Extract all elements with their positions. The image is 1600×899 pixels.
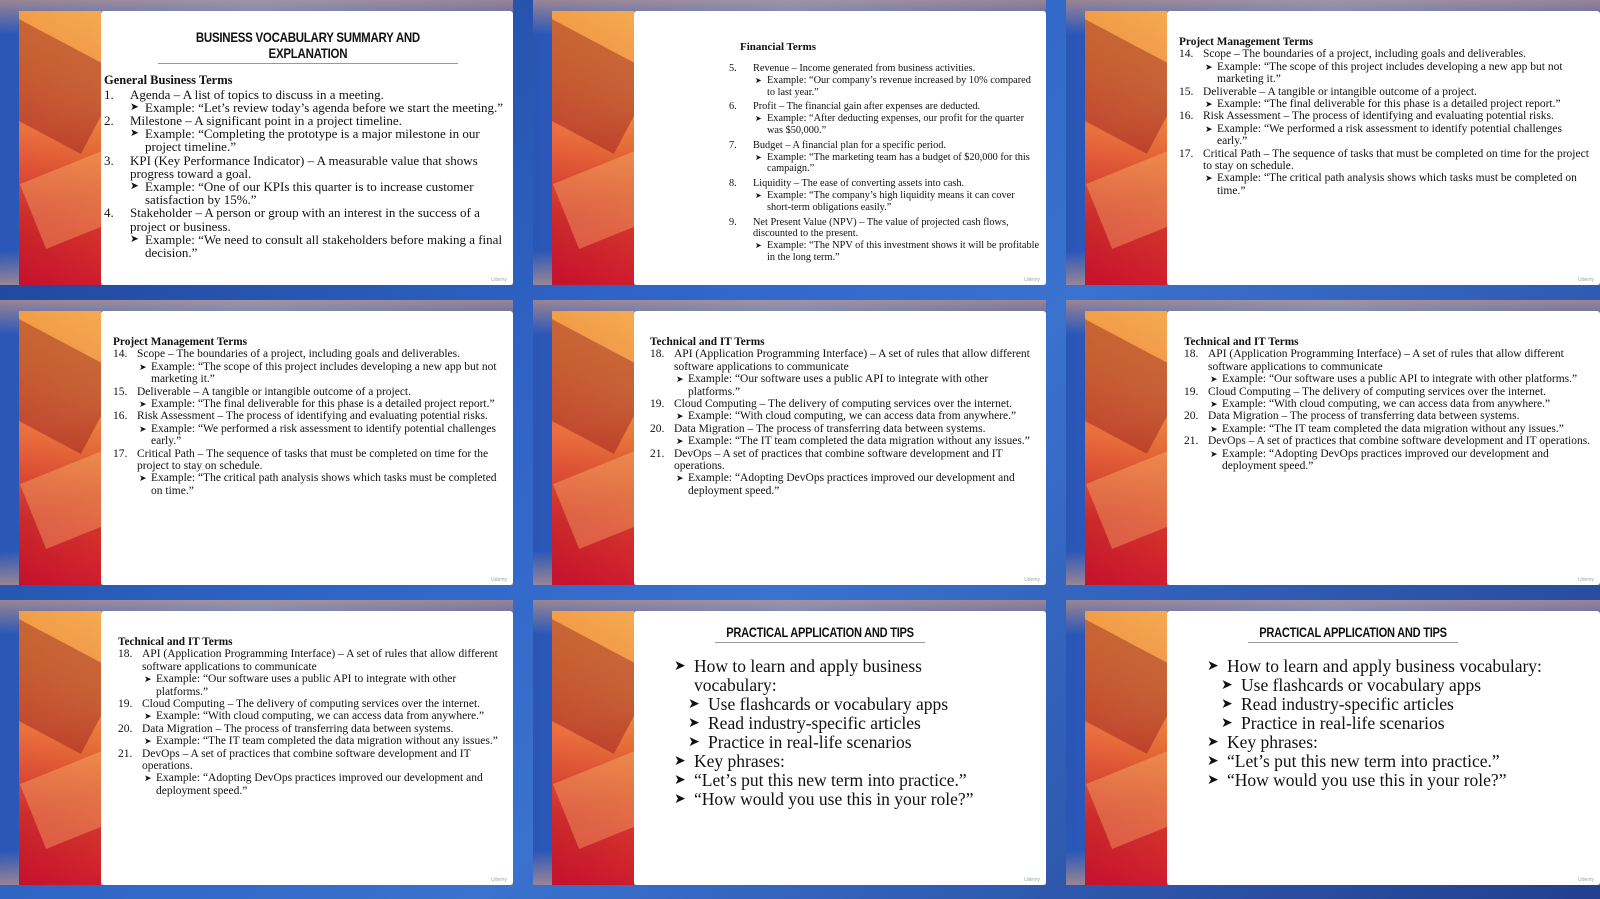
arrow-bullet-icon: ➤ xyxy=(130,101,139,113)
example-text: Example: “The critical path analysis shows which tasks must be completed on time.” xyxy=(151,472,497,497)
term-item xyxy=(729,140,1040,152)
arrow-bullet-icon: ➤ xyxy=(144,674,152,685)
term-list xyxy=(118,648,507,797)
section-heading: Financial Terms xyxy=(740,41,817,53)
term-definition: DevOps – A set of practices that combine software development and IT operations. xyxy=(142,747,471,772)
slide-thumbnail[interactable] xyxy=(0,600,513,885)
slide-card xyxy=(1167,11,1600,285)
arrow-bullet-icon: ➤ xyxy=(674,792,686,807)
term-definition: Liquidity – The ease of converting assets into cash. xyxy=(753,178,965,190)
term-definition: DevOps – A set of practices that combine software development and IT operations. xyxy=(674,447,1003,472)
abstract-art-panel xyxy=(552,311,634,585)
term-example xyxy=(729,113,1040,137)
example-text: Example: “After deducting expenses, our profit for the quarter was $50,000.” xyxy=(767,113,1025,136)
term-number: 14. xyxy=(113,348,128,361)
tip-item xyxy=(1207,733,1554,752)
term-example xyxy=(1179,98,1594,110)
arrow-bullet-icon: ➤ xyxy=(144,711,152,722)
tip-text: Read industry-specific articles xyxy=(708,713,921,733)
term-number: 6. xyxy=(729,101,737,113)
term-number: 21. xyxy=(1184,435,1199,448)
arrow-bullet-icon: ➤ xyxy=(755,114,762,124)
tip-text: Key phrases: xyxy=(1227,732,1318,752)
term-definition: Data Migration – The process of transferring data between systems. xyxy=(142,722,454,735)
term-example xyxy=(1184,373,1594,385)
arrow-bullet-icon: ➤ xyxy=(139,473,147,484)
abstract-art-panel xyxy=(552,11,634,285)
arrow-bullet-icon: ➤ xyxy=(1221,678,1233,693)
term-example xyxy=(118,710,507,722)
example-text: Example: “With cloud computing, we can access data from anywhere.” xyxy=(156,710,485,723)
arrow-bullet-icon: ➤ xyxy=(144,773,152,784)
term-list xyxy=(729,63,1040,264)
term-item xyxy=(650,398,1040,410)
term-example xyxy=(113,423,507,448)
term-number: 18. xyxy=(1184,348,1199,361)
arrow-bullet-icon: ➤ xyxy=(676,473,684,484)
term-definition: Deliverable – A tangible or intangible outcome of a project. xyxy=(137,385,411,398)
term-number: 2. xyxy=(104,112,114,128)
tip-item xyxy=(674,752,1000,771)
slide-card xyxy=(634,611,1046,885)
slide-title: PRACTICAL APPLICATION AND TIPS xyxy=(1248,625,1458,643)
tip-item xyxy=(674,657,1000,695)
tip-item xyxy=(674,714,1000,733)
tips-list xyxy=(1167,657,1594,790)
abstract-art-panel xyxy=(1085,611,1167,885)
example-text: Example: “Our software uses a public API to integrate with other platforms.” xyxy=(688,373,989,398)
slide-card xyxy=(101,611,513,885)
term-definition: Stakeholder – A person or group with an interest in the success of a project or business. xyxy=(130,205,480,234)
arrow-bullet-icon: ➤ xyxy=(1221,697,1233,712)
term-number: 17. xyxy=(113,447,128,460)
slide-thumbnail[interactable] xyxy=(1066,600,1600,885)
arrow-bullet-icon: ➤ xyxy=(676,374,684,385)
slide-card xyxy=(101,311,513,585)
tip-text: “How would you use this in your role?” xyxy=(1227,770,1507,790)
tip-item xyxy=(1207,657,1554,676)
arrow-bullet-icon: ➤ xyxy=(1210,398,1218,409)
term-example xyxy=(729,152,1040,176)
term-example xyxy=(729,190,1040,214)
slide-card xyxy=(634,11,1046,285)
term-number: 5. xyxy=(729,63,737,74)
term-number: 15. xyxy=(1179,85,1194,98)
term-definition: Cloud Computing – The delivery of computing services over the internet. xyxy=(1208,385,1547,398)
term-list xyxy=(1184,348,1594,472)
term-definition: Data Migration – The process of transferring data between systems. xyxy=(674,422,986,435)
arrow-bullet-icon: ➤ xyxy=(1205,98,1213,109)
term-number: 15. xyxy=(113,385,128,398)
example-text: Example: “The marketing team has a budget of $20,000 for this campaign.” xyxy=(767,151,1030,175)
term-definition: API (Application Programming Interface) – A set of rules that allow different software applications to communicate xyxy=(674,348,1030,373)
term-example xyxy=(101,180,507,206)
term-number: 18. xyxy=(650,348,665,361)
brand-watermark: Udemy xyxy=(1578,577,1594,583)
arrow-bullet-icon: ➤ xyxy=(755,75,762,85)
term-item xyxy=(113,386,507,398)
slide-thumbnail[interactable] xyxy=(533,600,1046,885)
example-text: Example: “With cloud computing, we can access data from anywhere.” xyxy=(688,410,1017,423)
term-definition: Scope – The boundaries of a project, including goals and deliverables. xyxy=(137,348,460,361)
term-number: 21. xyxy=(118,747,133,760)
term-number: 9. xyxy=(729,216,737,228)
term-item xyxy=(650,423,1040,435)
section-heading: Technical and IT Terms xyxy=(650,336,765,348)
example-text: Example: “The critical path analysis shows which tasks must be completed on time.” xyxy=(1217,172,1577,197)
section-heading: Technical and IT Terms xyxy=(118,636,233,648)
term-item xyxy=(101,154,507,180)
arrow-bullet-icon: ➤ xyxy=(1205,173,1213,184)
arrow-bullet-icon: ➤ xyxy=(688,735,700,750)
abstract-art-panel xyxy=(19,11,101,285)
slide-card xyxy=(1167,611,1600,885)
term-definition: Revenue – Income generated from business activities. xyxy=(753,63,976,74)
tip-item xyxy=(1207,714,1554,733)
brand-watermark: Udemy xyxy=(1024,577,1040,583)
term-number: 14. xyxy=(1179,48,1194,61)
arrow-bullet-icon: ➤ xyxy=(1205,61,1213,72)
slide-card xyxy=(1167,311,1600,585)
term-example xyxy=(118,772,507,797)
example-text: Example: “The final deliverable for this phase is a detailed project report.” xyxy=(151,397,495,410)
term-number: 18. xyxy=(118,648,133,661)
arrow-bullet-icon: ➤ xyxy=(139,423,147,434)
tip-item xyxy=(674,790,1000,809)
arrow-bullet-icon: ➤ xyxy=(674,659,686,674)
term-item xyxy=(1184,410,1594,422)
term-example xyxy=(1184,398,1594,410)
arrow-bullet-icon: ➤ xyxy=(144,736,152,747)
slide-thumbnail[interactable] xyxy=(1066,300,1600,585)
term-definition: API (Application Programming Interface) – A set of rules that allow different software applications to communicate xyxy=(1208,348,1564,373)
tip-item xyxy=(1207,695,1554,714)
brand-watermark: Udemy xyxy=(1578,277,1594,283)
term-definition: Data Migration – The process of transferring data between systems. xyxy=(1208,410,1520,423)
term-list xyxy=(1179,48,1594,197)
section-heading: Project Management Terms xyxy=(113,336,248,348)
brand-watermark: Udemy xyxy=(491,577,507,583)
arrow-bullet-icon: ➤ xyxy=(1221,716,1233,731)
term-example xyxy=(650,373,1040,398)
example-text: Example: “We performed a risk assessment to identify potential challenges early.” xyxy=(1217,122,1562,148)
term-example xyxy=(113,398,507,410)
term-number: 19. xyxy=(650,397,665,410)
term-item xyxy=(118,698,507,710)
term-definition: Agenda – A list of topics to discuss in a meeting. xyxy=(130,86,384,102)
term-definition: Cloud Computing – The delivery of computing services over the internet. xyxy=(674,397,1013,410)
term-item xyxy=(1184,348,1594,373)
tip-text: “Let’s put this new term into practice.” xyxy=(1227,751,1500,771)
slide-thumbnail[interactable] xyxy=(0,0,513,285)
tip-text: Key phrases: xyxy=(694,751,785,771)
example-text: Example: “Completing the prototype is a major milestone in our project timeline.” xyxy=(145,126,480,155)
term-example xyxy=(1179,123,1594,148)
slide-thumbnail[interactable] xyxy=(533,300,1046,585)
example-text: Example: “The final deliverable for this phase is a detailed project report.” xyxy=(1217,97,1561,110)
term-item xyxy=(1184,386,1594,398)
term-item xyxy=(1179,48,1594,60)
example-text: Example: “With cloud computing, we can access data from anywhere.” xyxy=(1222,397,1551,410)
section-heading: Technical and IT Terms xyxy=(1184,336,1299,348)
term-list xyxy=(113,348,507,497)
term-definition: Budget – A financial plan for a specific period. xyxy=(753,139,947,151)
term-definition: Risk Assessment – The process of identifying and evaluating potential risks. xyxy=(137,410,488,423)
term-list xyxy=(650,348,1040,497)
term-definition: Profit – The financial gain after expenses are deducted. xyxy=(753,101,981,113)
term-number: 16. xyxy=(1179,110,1194,123)
term-item xyxy=(729,178,1040,190)
term-item xyxy=(1179,86,1594,98)
slide-thumbnail[interactable] xyxy=(0,300,513,585)
arrow-bullet-icon: ➤ xyxy=(1210,374,1218,385)
brand-watermark: Udemy xyxy=(1024,277,1040,283)
arrow-bullet-icon: ➤ xyxy=(1207,773,1219,788)
tip-item xyxy=(674,695,1000,714)
arrow-bullet-icon: ➤ xyxy=(1207,735,1219,750)
term-definition: Cloud Computing – The delivery of computing services over the internet. xyxy=(142,697,481,710)
term-item xyxy=(650,348,1040,373)
arrow-bullet-icon: ➤ xyxy=(1210,423,1218,434)
tip-text: How to learn and apply business vocabulary: xyxy=(694,656,922,695)
term-item xyxy=(1179,148,1594,173)
arrow-bullet-icon: ➤ xyxy=(130,128,139,140)
arrow-bullet-icon: ➤ xyxy=(755,241,762,251)
arrow-bullet-icon: ➤ xyxy=(139,361,147,372)
term-example xyxy=(650,410,1040,422)
term-item xyxy=(113,348,507,360)
example-text: Example: “One of our KPIs this quarter is to increase customer satisfaction by 15%.” xyxy=(145,178,474,208)
arrow-bullet-icon: ➤ xyxy=(130,180,139,192)
slide-card xyxy=(101,11,513,285)
example-text: Example: “We need to consult all stakeholders before making a final decision.” xyxy=(145,231,503,260)
term-example xyxy=(118,673,507,698)
section-heading: General Business Terms xyxy=(104,73,233,87)
term-definition: Critical Path – The sequence of tasks that must be completed on time for the project to stay on schedule. xyxy=(137,447,489,472)
term-number: 8. xyxy=(729,178,737,190)
slide-title: PRACTICAL APPLICATION AND TIPS xyxy=(715,625,925,643)
tip-text: Read industry-specific articles xyxy=(1241,694,1454,714)
example-text: Example: “The scope of this project includes developing a new app but not marketing it.” xyxy=(151,360,497,386)
tip-text: “Let’s put this new term into practice.” xyxy=(694,770,967,790)
abstract-art-panel xyxy=(1085,11,1167,285)
term-example xyxy=(729,75,1040,99)
term-item xyxy=(113,448,507,473)
term-number: 3. xyxy=(104,152,114,168)
term-example xyxy=(650,472,1040,497)
brand-watermark: Udemy xyxy=(1024,877,1040,883)
tips-list xyxy=(634,657,1040,809)
arrow-bullet-icon: ➤ xyxy=(1207,659,1219,674)
term-item xyxy=(729,101,1040,113)
abstract-art-panel xyxy=(1085,311,1167,585)
abstract-art-panel xyxy=(19,611,101,885)
tip-text: Use flashcards or vocabulary apps xyxy=(708,694,949,714)
term-number: 1. xyxy=(104,86,114,102)
term-item xyxy=(118,648,507,673)
term-example xyxy=(113,472,507,497)
brand-watermark: Udemy xyxy=(491,277,507,283)
arrow-bullet-icon: ➤ xyxy=(755,190,762,200)
brand-watermark: Udemy xyxy=(1578,877,1594,883)
tip-text: Practice in real-life scenarios xyxy=(1241,713,1445,733)
term-number: 20. xyxy=(118,722,133,735)
term-item xyxy=(729,217,1040,241)
arrow-bullet-icon: ➤ xyxy=(674,754,686,769)
tip-item xyxy=(1207,676,1554,695)
term-item xyxy=(101,206,507,232)
abstract-art-panel xyxy=(552,611,634,885)
term-definition: Net Present Value (NPV) – The value of projected cash flows, discounted to the present. xyxy=(753,216,1009,240)
arrow-bullet-icon: ➤ xyxy=(1210,448,1218,459)
term-number: 21. xyxy=(650,447,665,460)
term-number: 16. xyxy=(113,410,128,423)
example-text: Example: “Our company’s revenue increased by 10% compared to last year.” xyxy=(767,74,1031,98)
term-example xyxy=(101,233,507,259)
example-text: Example: “We performed a risk assessment to identify potential challenges early.” xyxy=(151,422,496,448)
term-example xyxy=(1179,61,1594,86)
term-definition: Scope – The boundaries of a project, including goals and deliverables. xyxy=(1203,48,1526,61)
term-example xyxy=(101,127,507,153)
example-text: Example: “The NPV of this investment shows it will be profitable in the long term.” xyxy=(767,240,1040,263)
term-number: 20. xyxy=(1184,410,1199,423)
term-example xyxy=(118,735,507,747)
term-item xyxy=(118,748,507,773)
arrow-bullet-icon: ➤ xyxy=(674,773,686,788)
arrow-bullet-icon: ➤ xyxy=(1205,123,1213,134)
term-number: 4. xyxy=(104,205,114,221)
section-heading: Project Management Terms xyxy=(1179,36,1314,48)
tip-item xyxy=(1207,752,1554,771)
term-definition: Deliverable – A tangible or intangible outcome of a project. xyxy=(1203,85,1477,98)
term-number: 20. xyxy=(650,422,665,435)
arrow-bullet-icon: ➤ xyxy=(676,436,684,447)
term-item xyxy=(650,448,1040,473)
example-text: Example: “Our software uses a public API to integrate with other platforms.” xyxy=(1222,373,1578,386)
term-definition: KPI (Key Performance Indicator) – A measurable value that shows progress toward a goal. xyxy=(130,152,478,181)
term-example xyxy=(113,361,507,386)
term-number: 19. xyxy=(118,697,133,710)
example-text: Example: “Let’s review today’s agenda before we start the meeting.” xyxy=(145,99,504,115)
term-definition: Critical Path – The sequence of tasks that must be completed on time for the project to stay on schedule. xyxy=(1203,147,1589,172)
term-example xyxy=(650,435,1040,447)
example-text: Example: “The company’s high liquidity means it can cover short-term obligations easily.” xyxy=(767,189,1015,213)
term-definition: DevOps – A set of practices that combine software development and IT operations. xyxy=(1208,435,1591,448)
example-text: Example: “The scope of this project includes developing a new app but not marketing it.” xyxy=(1217,60,1563,86)
arrow-bullet-icon: ➤ xyxy=(1207,754,1219,769)
slide-card xyxy=(634,311,1046,585)
arrow-bullet-icon: ➤ xyxy=(130,233,139,245)
slide-thumbnail[interactable] xyxy=(1066,0,1600,285)
term-example xyxy=(729,240,1040,264)
example-text: Example: “Adopting DevOps practices improved our development and deployment speed.” xyxy=(688,472,1015,497)
term-item xyxy=(101,88,507,101)
arrow-bullet-icon: ➤ xyxy=(688,697,700,712)
term-definition: API (Application Programming Interface) – A set of rules that allow different software applications to communicate xyxy=(142,648,498,673)
term-item xyxy=(1184,435,1594,447)
arrow-bullet-icon: ➤ xyxy=(688,716,700,731)
tip-text: Use flashcards or vocabulary apps xyxy=(1241,675,1482,695)
tip-text: Practice in real-life scenarios xyxy=(708,732,912,752)
brand-watermark: Udemy xyxy=(491,877,507,883)
tip-text: “How would you use this in your role?” xyxy=(694,789,974,809)
example-text: Example: “Our software uses a public API to integrate with other platforms.” xyxy=(156,673,457,698)
term-item xyxy=(1179,110,1594,122)
term-example xyxy=(1184,423,1594,435)
example-text: Example: “Adopting DevOps practices improved our development and deployment speed.” xyxy=(156,772,483,797)
term-example xyxy=(101,101,507,114)
example-text: Example: “The IT team completed the data migration without any issues.” xyxy=(688,435,1030,448)
tip-text: How to learn and apply business vocabulary: xyxy=(1227,656,1542,676)
arrow-bullet-icon: ➤ xyxy=(755,152,762,162)
example-text: Example: “The IT team completed the data migration without any issues.” xyxy=(156,735,498,748)
arrow-bullet-icon: ➤ xyxy=(676,411,684,422)
term-number: 19. xyxy=(1184,385,1199,398)
example-text: Example: “The IT team completed the data migration without any issues.” xyxy=(1222,422,1564,435)
slide-title: BUSINESS VOCABULARY SUMMARY AND EXPLANATION xyxy=(158,29,458,64)
term-example xyxy=(1184,448,1594,473)
term-item xyxy=(113,410,507,422)
tip-item xyxy=(674,733,1000,752)
term-example xyxy=(1179,172,1594,197)
term-number: 7. xyxy=(729,139,737,151)
tip-item xyxy=(1207,771,1554,790)
term-list xyxy=(101,88,507,260)
example-text: Example: “Adopting DevOps practices improved our development and deployment speed.” xyxy=(1222,447,1549,472)
slide-thumbnail[interactable] xyxy=(533,0,1046,285)
term-item xyxy=(729,63,1040,75)
abstract-art-panel xyxy=(19,311,101,585)
term-item xyxy=(118,723,507,735)
term-definition: Milestone – A significant point in a project timeline. xyxy=(130,112,402,128)
term-number: 17. xyxy=(1179,147,1194,160)
arrow-bullet-icon: ➤ xyxy=(139,398,147,409)
term-definition: Risk Assessment – The process of identifying and evaluating potential risks. xyxy=(1203,110,1554,123)
tip-item xyxy=(674,771,1000,790)
